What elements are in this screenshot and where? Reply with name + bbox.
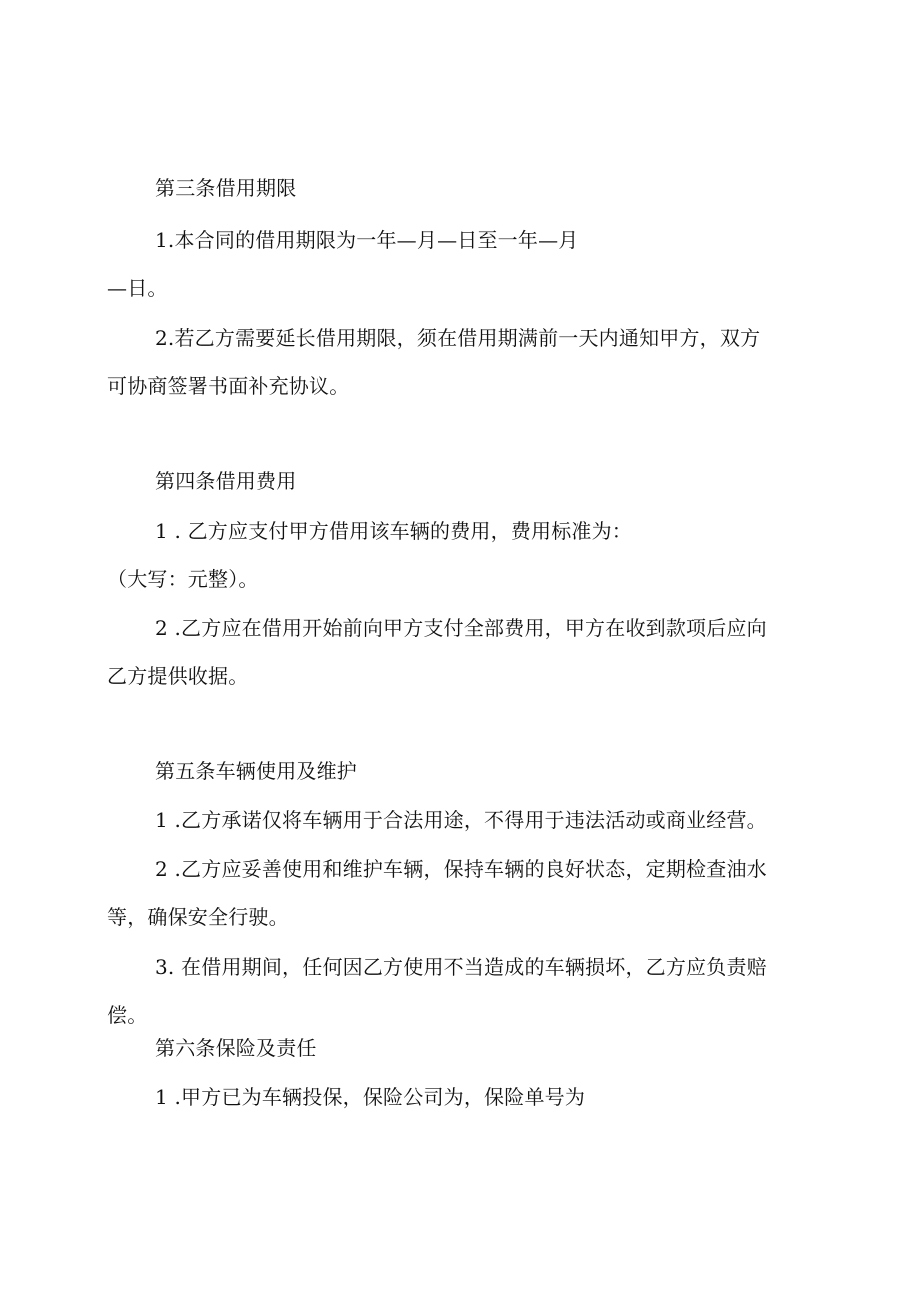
article-5-item-3-line-2: 偿。 xyxy=(107,1003,148,1027)
article-5-heading: 第五条车辆使用及维护 xyxy=(155,759,357,783)
article-5-item-2-line-2: 等，确保安全行驶。 xyxy=(107,905,289,929)
article-3-item-1-line-1: 1.本合同的借用期限为一年—月—日至一年—月 xyxy=(155,228,579,252)
article-5-item-2-line-1: 2 .乙方应妥善使用和维护车辆，保持车辆的良好状态，定期检查油水 xyxy=(155,857,767,881)
article-6-heading: 第六条保险及责任 xyxy=(155,1036,317,1060)
article-4-item-2-line-1: 2 .乙方应在借用开始前向甲方支付全部费用，甲方在收到款项后应向 xyxy=(155,616,767,640)
article-4-item-2-line-2: 乙方提供收据。 xyxy=(107,664,249,688)
article-4-heading: 第四条借用费用 xyxy=(155,469,297,493)
article-4-item-1-line-1: 1 . 乙方应支付甲方借用该车辆的费用，费用标准为： xyxy=(155,519,632,543)
article-5-item-1-line-1: 1 .乙方承诺仅将车辆用于合法用途，不得用于违法活动或商业经营。 xyxy=(155,808,767,832)
article-4-item-1-line-2: （大写：元整）。 xyxy=(107,567,259,591)
article-5-item-3-line-1: 3. 在借用期间，任何因乙方使用不当造成的车辆损坏，乙方应负责赔 xyxy=(155,955,767,979)
article-3-item-2-line-2: 可协商签署书面补充协议。 xyxy=(107,374,350,398)
article-6-item-1-line-1: 1 .甲方已为车辆投保，保险公司为，保险单号为 xyxy=(155,1085,586,1109)
article-3-item-2-line-1: 2.若乙方需要延长借用期限，须在借用期满前一天内通知甲方，双方 xyxy=(155,326,761,350)
article-3-heading: 第三条借用期限 xyxy=(155,176,297,200)
article-3-item-1-line-2: —日。 xyxy=(107,276,168,300)
